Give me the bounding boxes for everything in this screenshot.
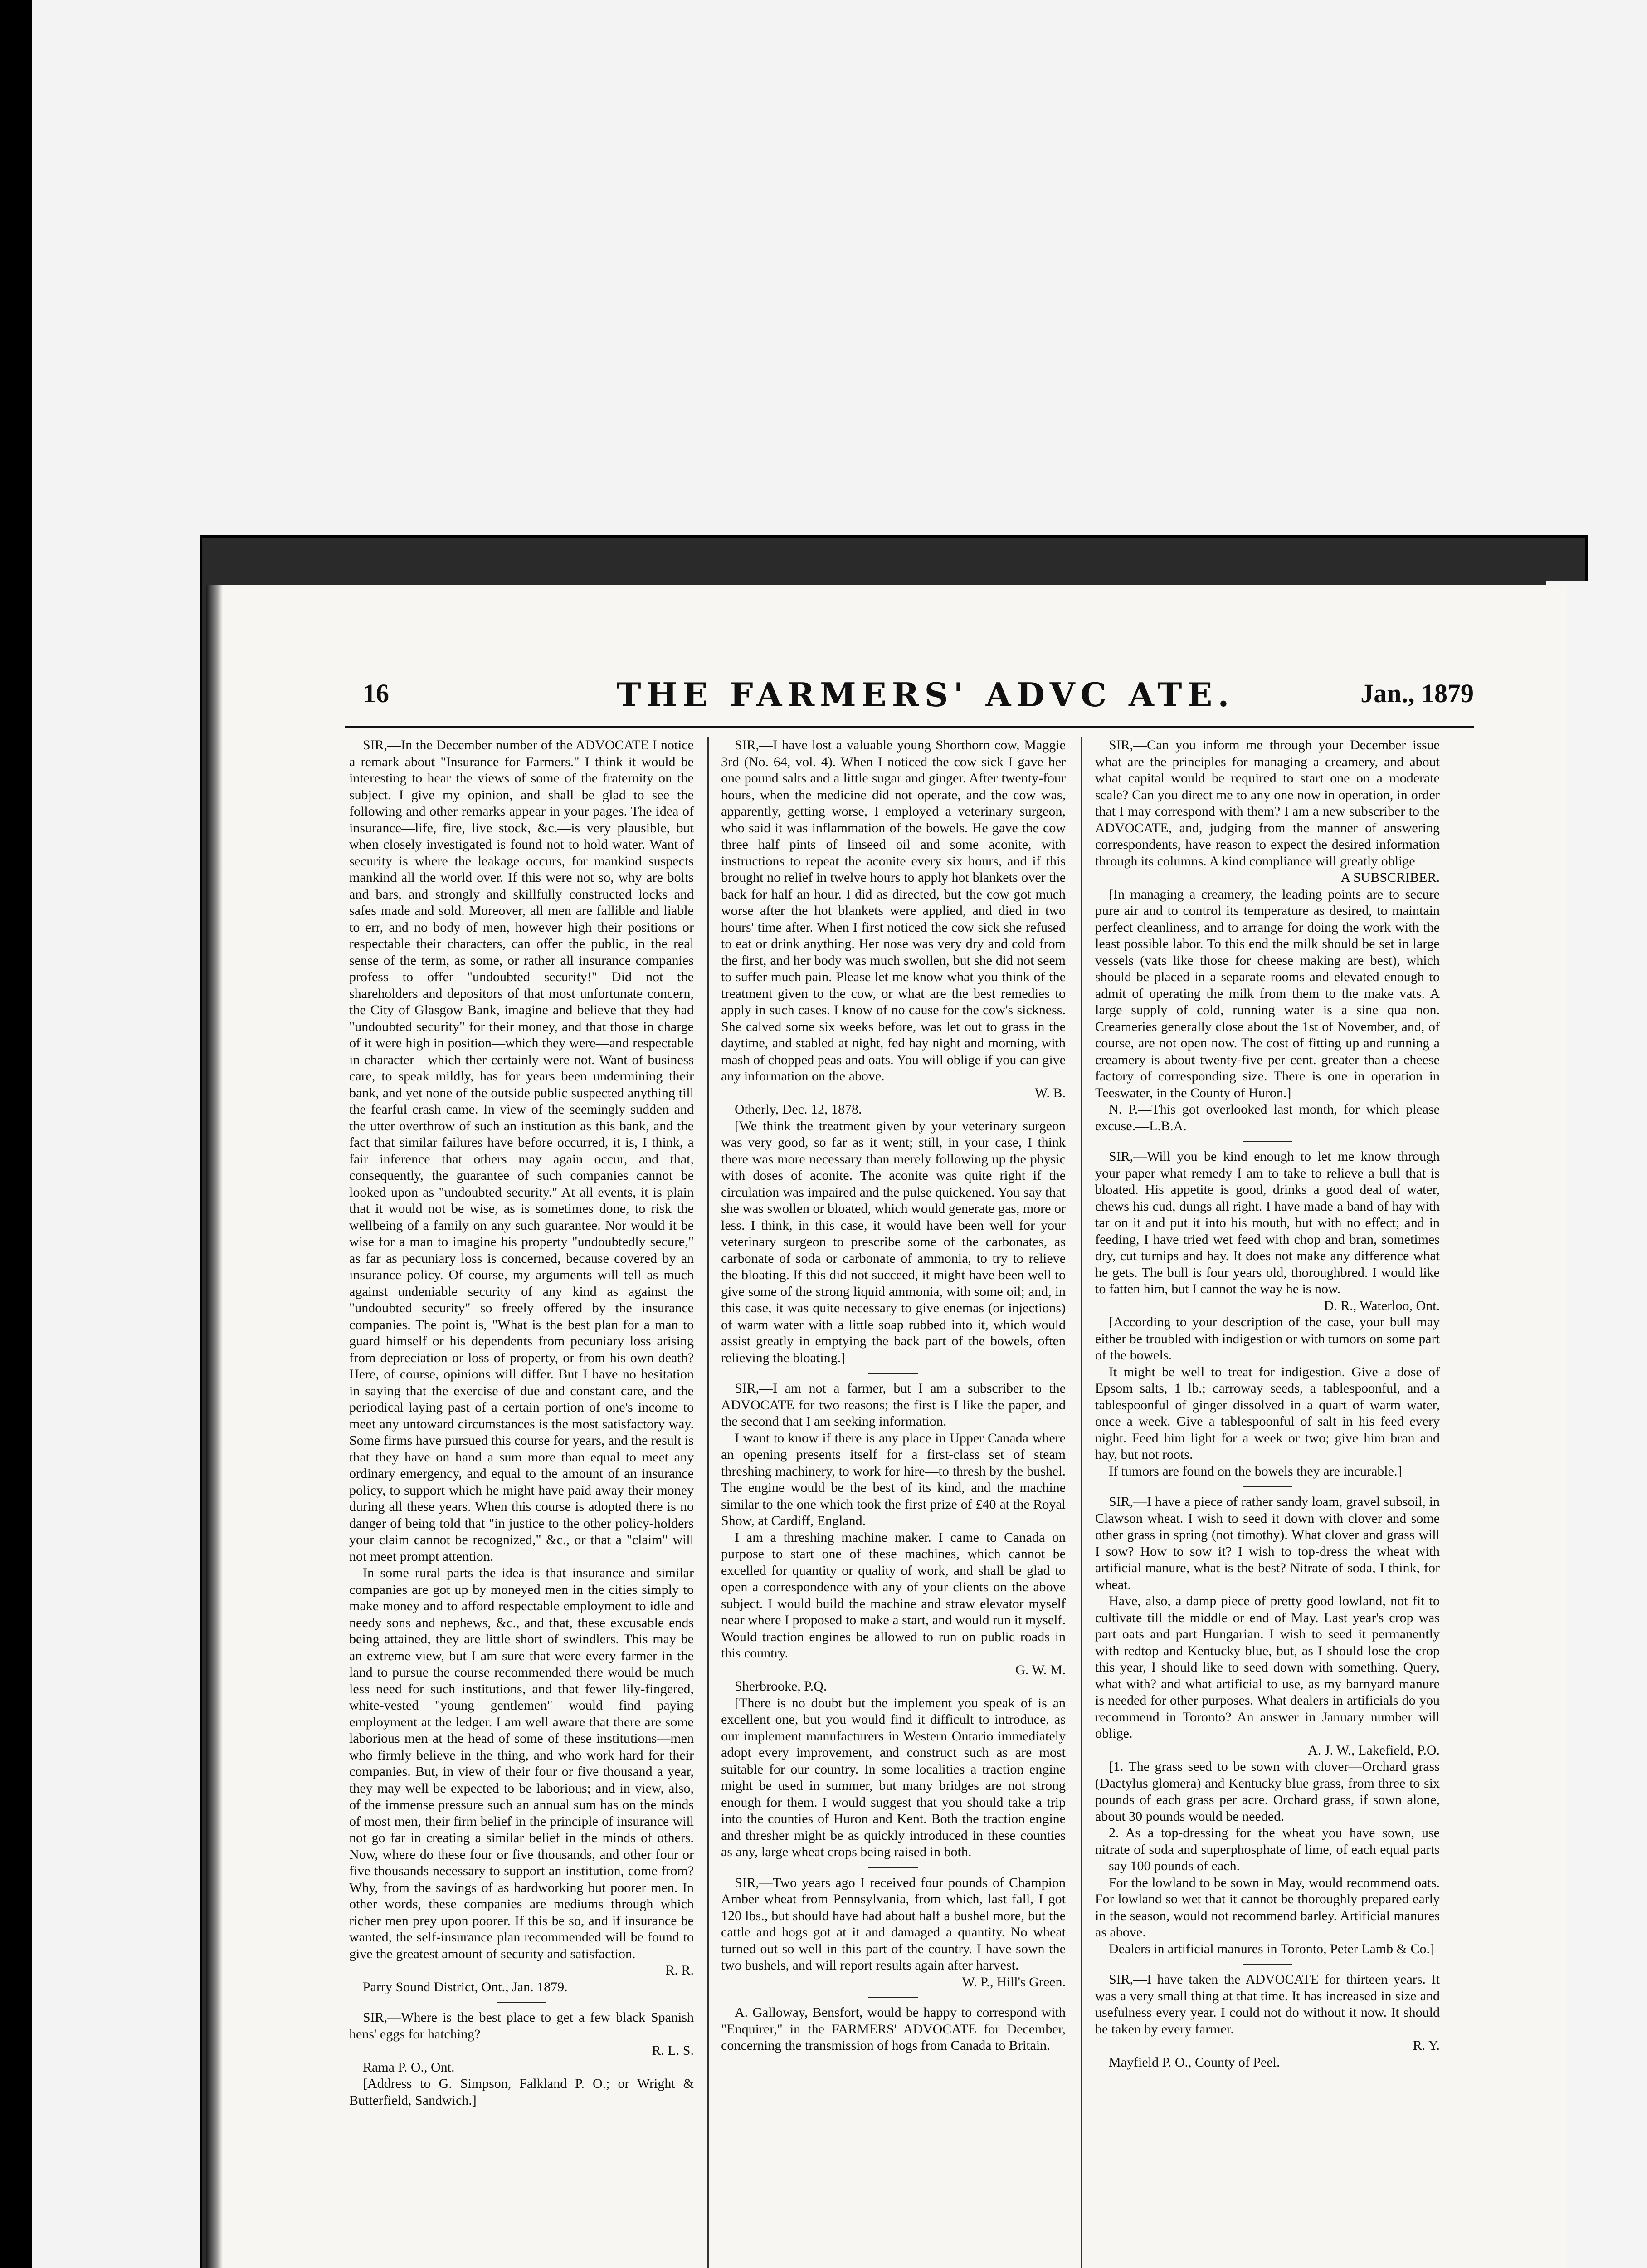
letter-bloated-bull bbox=[1095, 1149, 1440, 1480]
letter-body: SIR,—Can you inform me through your December issue what are the principles for managing a creamery, and about what capital would be required to start one on a moderate scale? Can you direct me to any one now in operation, in order that I may correspond with them? I am a new subscriber to the ADVOCATE, and, judging from the manner of answering correspondents, have reason to expect the desired information through its columns. A kind compliance will greatly oblige bbox=[1095, 738, 1440, 869]
letter-signature: D. R., Waterloo, Ont. bbox=[1324, 1298, 1440, 1313]
letter-signature: W. B. bbox=[1034, 1085, 1066, 1100]
editor-reply: [1. The grass seed to be sown with clover—Orchard grass (Dactylus glomera) and Kentucky blue grass, from three to six pounds of each grass per acre. Orchard grass, if sown alone, about 30 pounds would be needed. bbox=[1095, 1759, 1440, 1824]
section-rule bbox=[1243, 1141, 1292, 1142]
letter-creamery bbox=[1095, 737, 1440, 1134]
column-divider bbox=[1081, 737, 1082, 2268]
letter-shorthorn-cow bbox=[721, 737, 1066, 1366]
editor-reply: [Address to G. Simpson, Falkland P. O.; or Wright & Butterfield, Sandwich.] bbox=[349, 2076, 694, 2108]
editor-reply: [There is no doubt but the implement you speak of is an excellent one, but you would find it difficult to introduce, as our implement manufacturers in Western Ontario immediately adopt every improvement, and construct such as are most suitable for our country. In some localities a traction engine might be used in summer, but many bridges are not strong enough for them. I would suggest that you should take a trip into the counties of Huron and Kent. Both the traction engine and thresher might be as quickly introduced in these counties as any, large wheat crops being raised in both. bbox=[721, 1695, 1066, 1859]
letter-paragraph: SIR,—In the December number of the ADVOCATE I notice a remark about "Insurance for Farmers." I think it would be interesting to hear the views of some of the fraternity on the subject. I give my opinion, and shall be glad to see the following and other remarks appear in your pages. The idea of insurance—life, fire, live stock, &c.—is very plausible, but when closely investigated is found not to hold water. Want of security is where the leakage occurs, for mankind suspects mankind all the world over. If this were not so, why are bolts and bars, and strongly and skillfully constructed locks and safes made and sold. Moreover, all men are fallible and liable to err, and no body of men, however high their positions or respectable their characters, can offer the public, in the real sense of the term, as some, or rather all insurance companies profess to offer—"undoubted security!" Did not the shareholders and depositors of that most unfortunate concern, the City of Glasgow Bank, imagine and believe that they had "undoubted security" for their money, and that those in charge of it were high in position—which they were—and respectable in character—which ther certainly were not. Want of business care, to speak mildly, has for years been undermining their bank, and yet none of the outside public suspected anything till the fearful crash came. In view of the seemingly sudden and the utter overthrow of such an institution as this bank, and the fact that similar failures have before occurred, it is, I think, a fair inference that others may again occur, and that, consequently, the guarantee of such companies cannot be looked upon as "undoubted security." At all events, it is plain that it would not be wise, as is sometimes done, to risk the wellbeing of a family on any such guarantee. Nor would it be wise for a man to imagine his property "undoubtedly secure," as far as pecuniary loss is concerned, because covered by an insurance policy. Of course, my arguments will tell as much against undeniable security of any kind as against the "undoubted security" so freely offered by the insurance companies. The point is, "What is the best plan for a man to guard himself or his dependents from pecuniary loss arising from depreciation or loss of property, or from his own death? Here, of course, opinions will differ. But I have no hesitation in saying that the exercise of due and constant care, and the periodical laying past of a certain portion of one's income to meet any untoward circumstances is the most satisfactory way. Some firms have pursued this course for years, and the result is that they have on hand a sum more than equal to meet any ordinary emergency, and equal to the amount of an insurance policy, to support which he might have paid away their money during all these years. When this course is adopted there is no danger of being told that "in justice to the other policy-holders your claim cannot be recognized," &c., or that a "claim" will not meet prompt attention. bbox=[349, 738, 694, 1564]
editor-reply: [We think the treatment given by your veterinary surgeon was very good, so far as it went; still, in your case, I think there was more necessary than merely following up the physic with doses of aconite. The aconite was quite right if the circulation was impaired and the pulse quickened. You say that she was swollen or bloated, which would generate gas, more or less. I think, in this case, it would have been well for your veterinary surgeon to prescribe some of the carbonates, as carbonate of soda or carbonate of ammonia, to try to relieve the bloating. If this did not succeed, it might have been well to give some of the strong liquid ammonia, with some oil; and, in this case, it was quite necessary to give enemas (or injections) of warm water with a little soap rubbed into it, which would assist greatly in emptying the back part of the bowels, often relieving the bloating.] bbox=[721, 1118, 1066, 1365]
section-rule bbox=[497, 2002, 546, 2003]
letter-paragraph: I am a threshing machine maker. I came to Canada on purpose to start one of these machines, which cannot be excelled for quantity or quality of work, and shall be glad to open a correspondence with any of your clients on the above subject. I would build the machine and straw elevator myself near where I proposed to make a start, and would run it myself. Would traction engines be allowed to run on public roads in this country. bbox=[721, 1530, 1066, 1661]
letter-place: Mayfield P. O., County of Peel. bbox=[1109, 2054, 1280, 2070]
letter-signature: G. W. M. bbox=[1015, 1662, 1066, 1677]
letter-paragraph: I want to know if there is any place in Upper Canada where an opening presents itself for a first-class set of steam threshing machinery, to work for hire—to thresh by the bushel. The engine would be the best of its kind, and the machine similar to the one which took the first prize of £40 at the Royal Show, at Cardiff, England. bbox=[721, 1430, 1066, 1528]
section-rule bbox=[1243, 1964, 1292, 1965]
letter-paragraph: In some rural parts the idea is that insurance and similar companies are got up by moneyed men in the cities simply to make money and to afford respectable employment to idle and needy sons and nephews, &c., and that, these excusable ends being attained, they are little short of swindlers. This may be an extreme view, but I am sure that were every farmer in the land to pursue the course recommended there would be much less need for such institutions, and that fewer lily-fingered, white-vested "young gentlemen" would find paying employment at the ledger. I am well aware that there are some laborious men at the head of some of these institutions—men who firmly believe in the thing, and who work hard for their companies. But, in view of their four or five thousand a year, they may well be expected to be laborious; and in view, also, of the immense pressure such an annual sum has on the minds of most men, their firm belief in the principle of insurance will not go far in creating a similar belief in the minds of others. Now, where do these four or five thousands, and other four or five thousands necessary to support an institution, come from? Why, from the savings of as hardworking but poorer men. In other words, these companies are mediums through which richer men prey upon poorer. If this be so, and if insurance be wanted, the self-insurance plan recommended will be found to give the greatest amount of security and satisfaction. bbox=[349, 1565, 694, 1961]
letter-body: SIR,—Will you be kind enough to let me know through your paper what remedy I am to take to relieve a bull that is bloated. His appetite is good, drinks a good deal of water, chews his cud, dungs all right. I have made a band of hay with tar on it and put it into his mouth, but with no effect; and in feeding, I have tried wet feed with chop and bran, sometimes dry, cut turnips and hay. It does not make any difference what he gets. The bull is four years old, thoroughbred. I would like to fatten him, but I cannot the way he is now. bbox=[1095, 1149, 1440, 1296]
letter-amber-wheat bbox=[721, 1875, 1066, 1991]
column-middle bbox=[721, 737, 1066, 2054]
editor-reply: [According to your description of the case, your bull may either be troubled with indigestion or with tumors on some part of the bowels. bbox=[1095, 1315, 1440, 1363]
letter-place: Rama P. O., Ont. bbox=[363, 2059, 455, 2075]
letter-place: Parry Sound District, Ont., Jan. 1879. bbox=[363, 1979, 568, 1994]
editor-note: N. P.—This got overlooked last month, for which please excuse.—L.B.A. bbox=[1095, 1102, 1440, 1134]
column-right bbox=[1095, 737, 1440, 2071]
letter-threshing-machine bbox=[721, 1380, 1066, 1861]
letter-place: Otherly, Dec. 12, 1878. bbox=[735, 1102, 862, 1117]
column-divider bbox=[707, 737, 709, 2268]
letter-place: Sherbrooke, P.Q. bbox=[735, 1679, 827, 1694]
editor-reply: If tumors are found on the bowels they are incurable.] bbox=[1109, 1463, 1402, 1479]
letter-body: SIR,—I have taken the ADVOCATE for thirteen years. It was a very small thing at that time. It has increased in size and usefulness every year. I could not do without it now. It should be taken by every farmer. bbox=[1095, 1972, 1440, 2037]
letter-signature: R. R. bbox=[665, 1963, 694, 1978]
section-rule bbox=[868, 1867, 918, 1868]
letter-body: SIR,—Two years ago I received four pounds of Champion Amber wheat from Pennsylvania, from which, last fall, I got 120 lbs., but should have had about half a bushel more, but the cattle and hogs got at it and damaged a quantity. No wheat turned out so well in this part of the country. I have sown the two bushels, and will report results again after harvest. bbox=[721, 1875, 1066, 1973]
page-header bbox=[363, 669, 1474, 719]
column-left bbox=[349, 737, 694, 2109]
letter-grass-seed bbox=[1095, 1494, 1440, 1957]
letter-body: SIR,—Where is the best place to get a few black Spanish hens' eggs for hatching? bbox=[349, 2010, 694, 2042]
issue-date: Jan., 1879 bbox=[1360, 679, 1474, 708]
section-rule bbox=[868, 1997, 918, 1998]
letter-paragraph: SIR,—I have a piece of rather sandy loam, gravel subsoil, in Clawson wheat. I wish to seed it down with clover and some other grass in spring (not timothy). What clover and grass will I sow? How to sow it? I wish to top-dress the wheat with artificial manure, what is the best? Nitrate of soda, I think, for wheat. bbox=[1095, 1494, 1440, 1592]
letter-signature: A SUBSCRIBER. bbox=[1340, 870, 1440, 885]
editor-reply: For the lowland to be sown in May, would recommend oats. For lowland so wet that it cannot be thoroughly prepared early in the season, would not recommend barley. Artificial manures as above. bbox=[1095, 1875, 1440, 1940]
film-edge-left bbox=[0, 0, 32, 2268]
editor-reply: [In managing a creamery, the leading points are to secure pure air and to control its temperature as desired, to maintain perfect cleanliness, and to arrange for doing the work with the least possible labor. To this end the milk should be set in large vessels (vats like those for cheese making are best), which should be placed in a separate rooms and elevated enough to admit of operating the milk from them to the make vats. A large supply of cold, running water is a sine qua non. Creameries generally close about the 1st of November, and, of course, are not open now. The cost of fitting up and running a creamery is about twenty-five per cent. greater than a cheese factory of corresponding size. There is one in operation in Teeswater, in the County of Huron.] bbox=[1095, 886, 1440, 1100]
section-rule bbox=[868, 1373, 918, 1374]
letter-paragraph: SIR,—I am not a farmer, but I am a subscriber to the ADVOCATE for two reasons; the first is I like the paper, and the second that I am seeking information. bbox=[721, 1381, 1066, 1429]
notice-galloway: A. Galloway, Bensfort, would be happy to correspond with "Enquirer," in the FARMERS' ADVOCATE for December, concerning the transmission of hogs from Canada to Britain. bbox=[721, 2005, 1066, 2053]
page-gutter-shadow bbox=[206, 585, 223, 2268]
letter-body: SIR,—I have lost a valuable young Shorthorn cow, Maggie 3rd (No. 64, vol. 4). When I noticed the cow sick I gave her one pound salts and a little sugar and ginger. After twenty-four hours, when the medicine did not operate, and the cow was, apparently, getting worse, I employed a veterinary surgeon, who said it was inflammation of the bowels. He gave the cow three half pints of linseed oil and some aconite, with instructions to repeat the aconite every six hours, and if this brought no relief in twelve hours to apply hot blankets over the back for half an hour. I did as directed, but the cow got much worse after the hot blankets were applied, and died in two hours' time after. When I first noticed the cow sick she refused to eat or drink anything. Her nose was very dry and cold from the first, and her body was much swollen, but she did not seem to suffer much pain. Please let me know what you think of the treatment given to the cow, or what are the best remedies to apply in such cases. I know of no cause for the cow's sickness. She calved some six weeks before, was let out to grass in the daytime, and stabled at night, fed hay night and morning, with mash of chopped peas and oats. You will oblige if you can give any information on the above. bbox=[721, 738, 1066, 1084]
letter-spanish-hens bbox=[349, 2009, 694, 2109]
letter-thirteen-years bbox=[1095, 1971, 1440, 2071]
letter-signature: W. P., Hill's Green. bbox=[962, 1974, 1066, 1989]
header-rule bbox=[345, 726, 1474, 728]
editor-reply: It might be well to treat for indigestion. Give a dose of Epsom salts, 1 lb.; carroway seeds, a tablespoonful, and a tablespoonful of ginger dissolved in a quart of warm water, once a week. Give a tablespoonful of salt in his feed every night. Feed him light for a week or two; give him bran and hay, but not roots. bbox=[1095, 1364, 1440, 1462]
editor-reply: 2. As a top-dressing for the wheat you have sown, use nitrate of soda and superphosphate of lime, of each equal parts—say 100 pounds of each. bbox=[1095, 1825, 1440, 1873]
masthead-title: THE FARMERS' ADVC ATE. bbox=[617, 675, 1235, 714]
letter-insurance bbox=[349, 737, 694, 1995]
letter-paragraph: Have, also, a damp piece of pretty good lowland, not fit to cultivate till the middle or end of May. Last year's crop was part oats and part Hungarian. I wish to seed it permanently with redtop and Kentucky blue, but, as I should lose the crop this year, I should like to seed down with something. Query, what with? and what artificial to use, as my barnyard manure is needed for other purposes. What dealers in artificials do you recommend in Toronto? An answer in January number will oblige. bbox=[1095, 1593, 1440, 1741]
letter-signature: R. L. S. bbox=[652, 2043, 694, 2058]
letter-signature: R. Y. bbox=[1413, 2038, 1440, 2053]
section-rule bbox=[1243, 1486, 1292, 1487]
page-number: 16 bbox=[363, 679, 389, 708]
editor-reply: Dealers in artificial manures in Toronto, Peter Lamb & Co.] bbox=[1109, 1941, 1434, 1956]
letter-signature: A. J. W., Lakefield, P.O. bbox=[1308, 1742, 1440, 1758]
